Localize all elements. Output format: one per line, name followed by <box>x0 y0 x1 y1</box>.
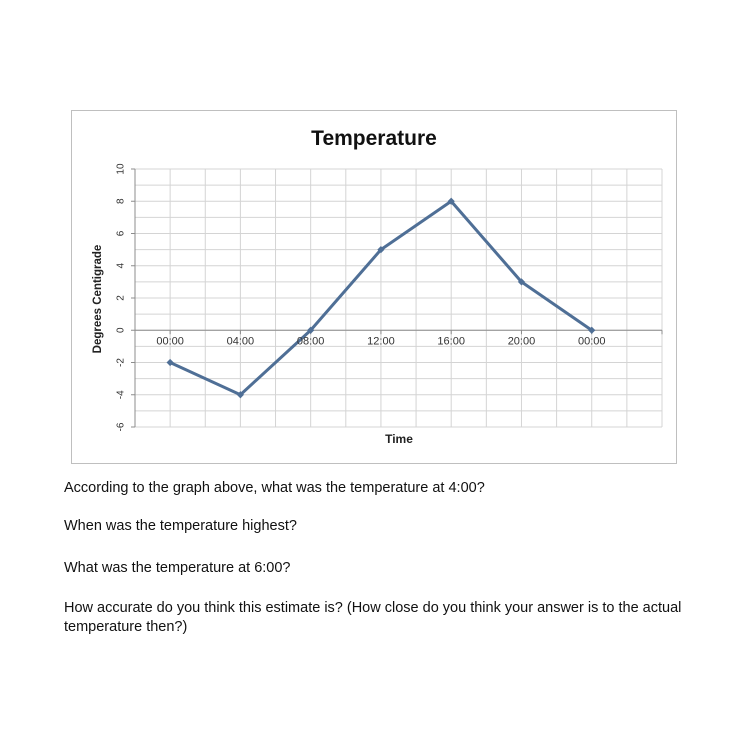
y-tick-label: 10 <box>115 163 127 175</box>
chart-title: Temperature <box>311 127 437 150</box>
y-axis-title: Degrees Centigrade <box>92 244 104 354</box>
y-tick-label: 6 <box>115 230 127 237</box>
y-tick-label: 2 <box>115 295 127 301</box>
x-tick-label: 12:00 <box>367 335 395 348</box>
question-1: According to the graph above, what was the temperature at 4:00? <box>64 480 485 496</box>
x-axis-title: Time <box>385 432 413 446</box>
question-4: How accurate do you think this estimate is? (How close do you think your answer is to the actual temperature then?) <box>64 600 682 635</box>
y-tick-label: -2 <box>115 358 127 367</box>
y-tick-label: -4 <box>115 390 127 400</box>
y-tick-label: 0 <box>115 327 127 334</box>
question-3: What was the temperature at 6:00? <box>64 560 291 576</box>
chart-frame <box>71 110 677 464</box>
y-tick-label: -6 <box>115 422 127 432</box>
x-tick-label: 20:00 <box>507 335 536 348</box>
y-tick-label: 8 <box>115 198 127 205</box>
x-tick-label: 08:00 <box>296 335 325 348</box>
x-tick-label: 00:00 <box>156 335 184 348</box>
x-tick-label: 16:00 <box>437 335 465 348</box>
x-tick-label: 04:00 <box>226 335 255 348</box>
y-tick-label: 4 <box>115 262 127 269</box>
x-tick-label: 00:00 <box>577 335 606 348</box>
question-2: When was the temperature highest? <box>64 518 297 534</box>
temperature-line-chart <box>72 111 676 463</box>
